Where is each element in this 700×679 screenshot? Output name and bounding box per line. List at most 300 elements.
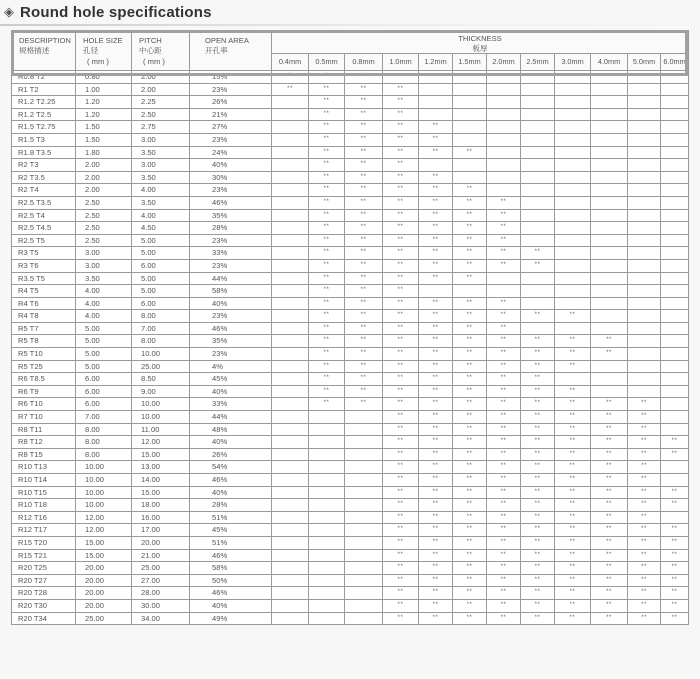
thickness-availability-cell: ** <box>419 411 453 424</box>
thickness-availability-cell: ** <box>628 511 661 524</box>
thickness-availability-cell: ** <box>309 285 345 298</box>
thickness-availability-cell: ** <box>309 234 345 247</box>
thickness-availability-cell <box>345 486 383 499</box>
open-area-cell: 44% <box>190 411 272 424</box>
thickness-availability-cell: ** <box>487 574 521 587</box>
thickness-availability-cell <box>272 159 309 172</box>
thickness-availability-cell <box>591 71 628 84</box>
thickness-availability-cell <box>661 133 689 146</box>
thickness-availability-cell <box>591 373 628 386</box>
thickness-availability-cell: ** <box>453 322 487 335</box>
thickness-availability-cell: ** <box>555 448 591 461</box>
table-row <box>12 373 689 386</box>
description-cell: R7 T10 <box>12 411 76 424</box>
pitch-cell: 3.50 <box>132 146 190 159</box>
thickness-availability-cell: ** <box>383 184 419 197</box>
thickness-availability-cell: ** <box>345 108 383 121</box>
thickness-availability-cell: ** <box>309 96 345 109</box>
thickness-availability-cell: ** <box>383 398 419 411</box>
table-row <box>12 222 689 235</box>
thickness-availability-cell: ** <box>419 373 453 386</box>
table-row <box>12 209 689 222</box>
thickness-availability-cell: ** <box>521 348 555 361</box>
thickness-availability-cell: ** <box>521 536 555 549</box>
thickness-availability-cell: ** <box>555 335 591 348</box>
pitch-cell: 8.50 <box>132 373 190 386</box>
thickness-availability-cell <box>272 247 309 260</box>
thickness-availability-cell: ** <box>453 461 487 474</box>
thickness-availability-cell: ** <box>383 259 419 272</box>
thickness-availability-cell <box>345 574 383 587</box>
thickness-availability-cell <box>521 222 555 235</box>
description-cell: R10 T13 <box>12 461 76 474</box>
description-cell: R5 T25 <box>12 360 76 373</box>
thickness-availability-cell <box>521 171 555 184</box>
table-row <box>12 360 689 373</box>
thickness-availability-cell <box>555 146 591 159</box>
description-cell: R10 T14 <box>12 474 76 487</box>
thickness-availability-cell <box>628 373 661 386</box>
thickness-availability-cell: ** <box>309 108 345 121</box>
thickness-availability-cell: ** <box>383 562 419 575</box>
thickness-availability-cell <box>661 335 689 348</box>
thickness-availability-cell: ** <box>309 373 345 386</box>
thickness-availability-cell: ** <box>453 524 487 537</box>
thickness-availability-cell <box>521 285 555 298</box>
thickness-availability-cell: ** <box>521 562 555 575</box>
description-cell: R8 T15 <box>12 448 76 461</box>
table-row <box>12 461 689 474</box>
hole-size-cell: 2.00 <box>76 184 132 197</box>
thickness-availability-cell: ** <box>383 574 419 587</box>
thickness-availability-cell: ** <box>521 436 555 449</box>
thickness-availability-cell <box>628 285 661 298</box>
thickness-availability-cell <box>272 196 309 209</box>
thickness-availability-cell <box>661 234 689 247</box>
thickness-availability-cell: ** <box>487 536 521 549</box>
pitch-cell: 2.25 <box>132 96 190 109</box>
thickness-availability-cell <box>521 71 555 84</box>
description-cell: R6 T8.5 <box>12 373 76 386</box>
thickness-availability-cell: ** <box>345 360 383 373</box>
thickness-availability-cell <box>661 398 689 411</box>
thickness-availability-cell <box>272 272 309 285</box>
thickness-availability-cell <box>345 423 383 436</box>
thickness-availability-cell: ** <box>521 486 555 499</box>
thickness-availability-cell: ** <box>345 171 383 184</box>
pitch-cell: 5.00 <box>132 247 190 260</box>
thickness-availability-cell: ** <box>487 549 521 562</box>
hole-size-cell: 2.50 <box>76 222 132 235</box>
thickness-availability-cell: ** <box>487 511 521 524</box>
thickness-availability-cell: ** <box>345 272 383 285</box>
thickness-col-header: 2.0mm <box>487 54 521 71</box>
thickness-availability-cell: ** <box>628 612 661 625</box>
thickness-availability-cell: ** <box>383 360 419 373</box>
thickness-availability-cell <box>521 108 555 121</box>
thickness-availability-cell: ** <box>272 71 309 84</box>
thickness-availability-cell: ** <box>309 272 345 285</box>
hole-size-cell: 4.00 <box>76 310 132 323</box>
thickness-availability-cell <box>521 209 555 222</box>
thickness-availability-cell <box>521 96 555 109</box>
thickness-availability-cell: ** <box>521 474 555 487</box>
thickness-availability-cell <box>453 159 487 172</box>
table-row <box>12 385 689 398</box>
thickness-availability-cell: ** <box>419 461 453 474</box>
thickness-availability-cell: ** <box>555 360 591 373</box>
thickness-availability-cell: ** <box>453 587 487 600</box>
thickness-availability-cell: ** <box>453 549 487 562</box>
pitch-cell: 2.00 <box>132 71 190 84</box>
open-area-cell: 45% <box>190 524 272 537</box>
thickness-availability-cell: ** <box>419 247 453 260</box>
thickness-availability-cell <box>591 285 628 298</box>
thickness-availability-cell: ** <box>628 461 661 474</box>
thickness-availability-cell <box>487 71 521 84</box>
thickness-availability-cell: ** <box>487 423 521 436</box>
thickness-availability-cell: ** <box>453 511 487 524</box>
open-area-cell: 44% <box>190 272 272 285</box>
thickness-availability-cell <box>272 222 309 235</box>
open-area-cell: 15% <box>190 71 272 84</box>
table-row <box>12 423 689 436</box>
thickness-availability-cell <box>661 411 689 424</box>
thickness-availability-cell <box>272 411 309 424</box>
thickness-availability-cell: ** <box>487 234 521 247</box>
hole-size-cell: 12.00 <box>76 524 132 537</box>
open-area-cell: 51% <box>190 511 272 524</box>
thickness-availability-cell <box>661 259 689 272</box>
table-row <box>12 486 689 499</box>
thickness-availability-cell: ** <box>487 335 521 348</box>
thickness-col-header: 0.5mm <box>309 54 345 71</box>
thickness-availability-cell <box>345 562 383 575</box>
thickness-availability-cell: ** <box>309 222 345 235</box>
thickness-availability-cell: ** <box>453 385 487 398</box>
pitch-cell: 25.00 <box>132 360 190 373</box>
thickness-availability-cell: ** <box>453 499 487 512</box>
open-area-cell: 23% <box>190 310 272 323</box>
pitch-cell: 15.00 <box>132 486 190 499</box>
thickness-availability-cell <box>661 196 689 209</box>
thickness-availability-cell: ** <box>591 486 628 499</box>
table-row <box>12 335 689 348</box>
thickness-availability-cell <box>555 133 591 146</box>
thickness-availability-cell: ** <box>419 259 453 272</box>
thickness-availability-cell: ** <box>487 310 521 323</box>
thickness-availability-cell: ** <box>383 196 419 209</box>
thickness-availability-cell: ** <box>555 486 591 499</box>
thickness-availability-cell: ** <box>521 461 555 474</box>
thickness-availability-cell <box>555 322 591 335</box>
thickness-availability-cell <box>591 83 628 96</box>
open-area-cell: 21% <box>190 108 272 121</box>
thickness-availability-cell: ** <box>661 524 689 537</box>
thickness-availability-cell <box>628 96 661 109</box>
thickness-availability-cell <box>555 171 591 184</box>
thickness-availability-cell: ** <box>521 499 555 512</box>
thickness-availability-cell <box>591 209 628 222</box>
hole-size-cell: 10.00 <box>76 499 132 512</box>
description-cell: R1.5 T2.75 <box>12 121 76 134</box>
thickness-availability-cell <box>591 259 628 272</box>
thickness-availability-cell: ** <box>383 587 419 600</box>
description-cell: R2 T4 <box>12 184 76 197</box>
thickness-availability-cell <box>272 448 309 461</box>
thickness-availability-cell: ** <box>453 423 487 436</box>
thickness-availability-cell <box>628 159 661 172</box>
thickness-availability-cell: ** <box>309 297 345 310</box>
thickness-availability-cell <box>628 71 661 84</box>
thickness-availability-cell: ** <box>591 411 628 424</box>
thickness-availability-cell <box>345 499 383 512</box>
thickness-availability-cell: ** <box>383 524 419 537</box>
thickness-availability-cell <box>555 96 591 109</box>
description-cell: R12 T16 <box>12 511 76 524</box>
thickness-availability-cell: ** <box>309 398 345 411</box>
pitch-cell: 15.00 <box>132 448 190 461</box>
hole-size-cell: 2.50 <box>76 196 132 209</box>
thickness-availability-cell: ** <box>383 511 419 524</box>
thickness-availability-cell: ** <box>591 335 628 348</box>
thickness-availability-cell: ** <box>487 524 521 537</box>
thickness-availability-cell: ** <box>555 310 591 323</box>
thickness-availability-cell: ** <box>383 146 419 159</box>
thickness-availability-cell: ** <box>309 209 345 222</box>
thickness-availability-cell: ** <box>628 587 661 600</box>
thickness-availability-cell <box>272 461 309 474</box>
thickness-availability-cell <box>521 146 555 159</box>
hole-size-cell: 1.00 <box>76 83 132 96</box>
thickness-availability-cell <box>487 121 521 134</box>
thickness-availability-cell: ** <box>628 474 661 487</box>
thickness-availability-cell: ** <box>345 209 383 222</box>
thickness-availability-cell <box>272 234 309 247</box>
hole-size-cell: 1.80 <box>76 146 132 159</box>
thickness-availability-cell: ** <box>345 184 383 197</box>
thickness-availability-cell: ** <box>383 448 419 461</box>
thickness-availability-cell: ** <box>555 587 591 600</box>
thickness-availability-cell: ** <box>521 448 555 461</box>
thickness-availability-cell <box>661 83 689 96</box>
thickness-availability-cell <box>661 285 689 298</box>
thickness-availability-cell: ** <box>591 599 628 612</box>
thickness-availability-cell: ** <box>591 398 628 411</box>
thickness-col-header: 4.0mm <box>591 54 628 71</box>
thickness-availability-cell <box>555 71 591 84</box>
thickness-availability-cell <box>453 83 487 96</box>
thickness-availability-cell <box>309 612 345 625</box>
table-row <box>12 448 689 461</box>
thickness-availability-cell: ** <box>383 234 419 247</box>
thickness-availability-cell <box>591 322 628 335</box>
description-cell: R6 T10 <box>12 398 76 411</box>
description-cell: R3 T5 <box>12 247 76 260</box>
thickness-availability-cell <box>453 121 487 134</box>
thickness-availability-cell <box>521 184 555 197</box>
thickness-availability-cell: ** <box>419 612 453 625</box>
table-row <box>12 272 689 285</box>
thickness-availability-cell: ** <box>591 587 628 600</box>
thickness-availability-cell: ** <box>383 133 419 146</box>
open-area-cell: 35% <box>190 335 272 348</box>
thickness-availability-cell: ** <box>309 335 345 348</box>
thickness-availability-cell <box>309 549 345 562</box>
thickness-availability-cell: ** <box>453 612 487 625</box>
open-area-cell: 46% <box>190 474 272 487</box>
pitch-cell: 2.00 <box>132 83 190 96</box>
thickness-availability-cell: ** <box>521 587 555 600</box>
thickness-availability-cell: ** <box>555 348 591 361</box>
table-row <box>12 411 689 424</box>
thickness-availability-cell <box>272 549 309 562</box>
thickness-availability-cell: ** <box>419 222 453 235</box>
open-area-cell: 33% <box>190 398 272 411</box>
pitch-cell: 3.50 <box>132 196 190 209</box>
thickness-availability-cell: ** <box>383 385 419 398</box>
thickness-availability-cell: ** <box>419 423 453 436</box>
pitch-cell: 5.00 <box>132 272 190 285</box>
table-row <box>12 146 689 159</box>
thickness-availability-cell: ** <box>309 71 345 84</box>
table-row <box>12 599 689 612</box>
thickness-availability-cell: ** <box>345 285 383 298</box>
thickness-availability-cell <box>555 121 591 134</box>
thickness-availability-cell: ** <box>555 385 591 398</box>
thickness-availability-cell: ** <box>487 461 521 474</box>
thickness-availability-cell <box>661 222 689 235</box>
thickness-availability-cell: ** <box>419 385 453 398</box>
thickness-availability-cell: ** <box>555 423 591 436</box>
thickness-availability-cell: ** <box>309 146 345 159</box>
description-cell: R12 T17 <box>12 524 76 537</box>
thickness-availability-cell: ** <box>661 587 689 600</box>
thickness-availability-cell: ** <box>661 536 689 549</box>
thickness-availability-cell: ** <box>419 272 453 285</box>
thickness-availability-cell <box>555 159 591 172</box>
table-row <box>12 297 689 310</box>
thickness-availability-cell <box>272 146 309 159</box>
thickness-availability-cell <box>521 322 555 335</box>
thickness-availability-cell: ** <box>487 322 521 335</box>
thickness-availability-cell: ** <box>419 209 453 222</box>
thickness-availability-cell: ** <box>419 335 453 348</box>
thickness-availability-cell <box>487 285 521 298</box>
thickness-availability-cell: ** <box>521 247 555 260</box>
thickness-availability-cell <box>419 83 453 96</box>
thickness-availability-cell <box>272 436 309 449</box>
thickness-availability-cell: ** <box>419 121 453 134</box>
thickness-availability-cell: ** <box>591 562 628 575</box>
thickness-availability-cell: ** <box>661 599 689 612</box>
thickness-availability-cell <box>345 448 383 461</box>
thickness-availability-cell: ** <box>521 511 555 524</box>
thickness-availability-cell <box>272 536 309 549</box>
thickness-availability-cell: ** <box>345 96 383 109</box>
hole-size-cell: 10.00 <box>76 461 132 474</box>
thickness-availability-cell: ** <box>661 562 689 575</box>
thickness-availability-cell: ** <box>419 549 453 562</box>
diamond-bullet-icon: ◈ <box>4 4 14 19</box>
page-title: Round hole specifications <box>20 3 212 21</box>
table-row <box>12 322 689 335</box>
description-cell: R8 T11 <box>12 423 76 436</box>
thickness-availability-cell <box>345 511 383 524</box>
pitch-cell: 3.50 <box>132 171 190 184</box>
table-body <box>12 71 689 625</box>
thickness-availability-cell: ** <box>661 612 689 625</box>
thickness-availability-cell <box>272 285 309 298</box>
thickness-availability-cell <box>345 549 383 562</box>
pitch-cell: 10.00 <box>132 348 190 361</box>
thickness-availability-cell: ** <box>453 474 487 487</box>
open-area-cell: 48% <box>190 423 272 436</box>
thickness-availability-cell <box>661 474 689 487</box>
thickness-availability-cell: ** <box>628 536 661 549</box>
thickness-availability-cell: ** <box>453 398 487 411</box>
pitch-cell: 6.00 <box>132 297 190 310</box>
hole-size-cell: 5.00 <box>76 335 132 348</box>
thickness-availability-cell <box>272 171 309 184</box>
hole-size-cell: 6.00 <box>76 373 132 386</box>
hole-size-cell: 15.00 <box>76 536 132 549</box>
spec-table <box>11 30 689 625</box>
open-area-cell: 50% <box>190 574 272 587</box>
thickness-availability-cell: ** <box>453 222 487 235</box>
hole-size-cell: 5.00 <box>76 348 132 361</box>
thickness-availability-cell <box>272 474 309 487</box>
thickness-availability-cell <box>591 146 628 159</box>
thickness-availability-cell: ** <box>453 335 487 348</box>
thickness-availability-cell <box>628 121 661 134</box>
pitch-cell: 12.00 <box>132 436 190 449</box>
thickness-availability-cell: ** <box>555 549 591 562</box>
thickness-availability-cell <box>591 121 628 134</box>
open-area-cell: 54% <box>190 461 272 474</box>
thickness-availability-cell: ** <box>661 436 689 449</box>
thickness-col-header: 0.4mm <box>272 54 309 71</box>
hole-size-cell: 4.00 <box>76 285 132 298</box>
thickness-availability-cell: ** <box>383 285 419 298</box>
thickness-availability-cell: ** <box>419 499 453 512</box>
open-area-cell: 28% <box>190 222 272 235</box>
thickness-availability-cell <box>419 71 453 84</box>
thickness-availability-cell: ** <box>419 310 453 323</box>
thickness-availability-cell <box>272 499 309 512</box>
thickness-availability-cell <box>309 411 345 424</box>
hole-size-cell: 8.00 <box>76 423 132 436</box>
description-cell: R15 T20 <box>12 536 76 549</box>
thickness-availability-cell <box>272 348 309 361</box>
description-cell: R2.5 T4.5 <box>12 222 76 235</box>
table-row <box>12 83 689 96</box>
table-row <box>12 96 689 109</box>
open-area-cell: 40% <box>190 297 272 310</box>
thickness-availability-cell: ** <box>453 234 487 247</box>
thickness-availability-cell <box>661 348 689 361</box>
thickness-availability-cell: ** <box>628 448 661 461</box>
thickness-availability-cell <box>521 83 555 96</box>
thickness-availability-cell: ** <box>453 486 487 499</box>
description-cell: R6 T9 <box>12 385 76 398</box>
thickness-availability-cell: ** <box>309 385 345 398</box>
thickness-availability-cell: ** <box>453 196 487 209</box>
hole-size-cell: 10.00 <box>76 474 132 487</box>
open-area-cell: 46% <box>190 322 272 335</box>
thickness-availability-cell <box>661 247 689 260</box>
table-row <box>12 196 689 209</box>
